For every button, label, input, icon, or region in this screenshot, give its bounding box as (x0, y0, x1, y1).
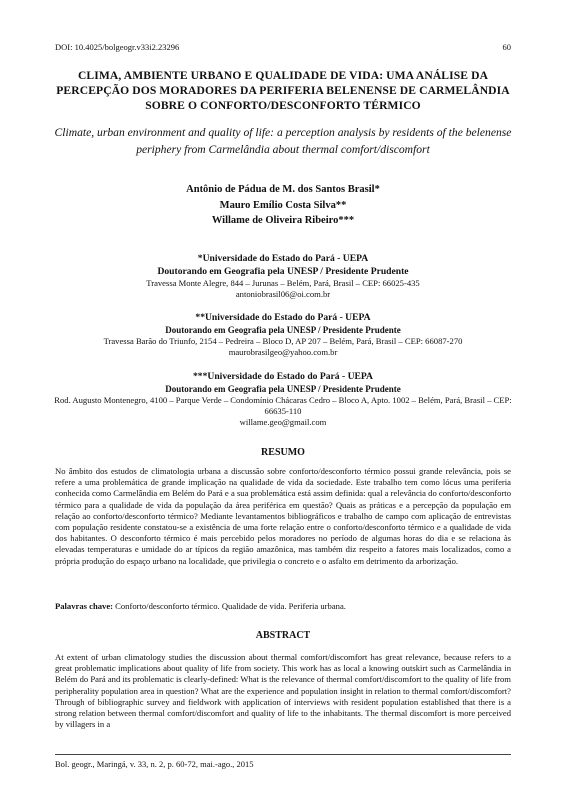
affiliation-address: Travessa Monte Alegre, 844 – Jurunas – Belém, Pará, Brasil – CEP: 66025-435 (146, 278, 420, 288)
affiliation-program: Doutorando em Geografia pela UNESP / Presidente Prudente (157, 266, 409, 277)
affiliation-address: Rod. Augusto Montenegro, 4100 – Parque Verde – Condomínio Chácaras Cedro – Bloco A, Apto. 1002 – Belém, Pará, Brasil – CEP: 66635-110 (54, 395, 512, 416)
page-number: 60 (502, 42, 511, 52)
affiliation-institution: **Universidade do Estado do Pará - UEPA (195, 312, 371, 323)
footer-citation: Bol. geogr., Maringá, v. 33, n. 2, p. 60-72, mai.-ago., 2015 (55, 759, 254, 769)
resumo-heading: RESUMO (261, 447, 305, 458)
affiliation-1 (52, 252, 514, 300)
affiliation-institution: *Universidade do Estado do Pará - UEPA (197, 253, 369, 264)
affiliation-email: willame.geo@gmail.com (239, 417, 327, 427)
author-3: Willame de Oliveira Ribeiro*** (211, 215, 355, 226)
affiliation-address: Travessa Barão do Triunfo, 2154 – Pedreira – Bloco D, AP 207 – Belém, Pará, Brasil – CEP: 66087-270 (103, 336, 463, 346)
keywords (55, 601, 511, 611)
affiliation-program: Doutorando em Geografia pela UNESP / Presidente Prudente (165, 325, 401, 335)
abstract-heading: ABSTRACT (255, 630, 311, 641)
paper-subtitle: Climate, urban environment and quality of life: a perception analysis by residents of the belenense periphery from Carmelândia about thermal comfort/discomfort (54, 126, 512, 156)
keywords-label: Palavras chave: (55, 601, 113, 611)
author-list (45, 182, 521, 229)
affiliation-email: maurobrasilgeo@yahoo.com.br (228, 347, 338, 357)
doi: DOI: 10.4025/bolgeogr.v33i2.23296 (55, 42, 180, 52)
affiliation-email: antoniobrasil06@oi.com.br (235, 289, 331, 299)
keywords-list: Conforto/desconforto térmico. Qualidade de vida. Periferia urbana. (115, 601, 346, 611)
resumo-text: No âmbito dos estudos de climatologia urbana a discussão sobre conforto/desconforto térmico possui grande relevância, pois se refere a uma problemática de grande implicação na qualidade de vida da sociedade. Este trabalho tem como lócus uma periferia conhecida como Carmelândia em Belém do Pará e a sua problemática está assim definida: qual a relevância do conforto/desconforto térmico para a qualidade de vida da população da área periférica em questão? Quais as práticas e a percepção da população em relação ao conforto/desconforto térmico? Mediante levantamentos bibliográficos e trabalho de campo com aplicação de entrevistas com população residente constatou-se a existência de uma forte relação entre o conforto/desconforto térmico e a qualidade de vida dos habitantes. O desconforto térmico é mais percebido pelos moradores no período de algumas horas do dia e se relaciona às elevadas temperaturas e umidade do ar típicos da região amazônica, mas também diz respeito a fatores mais localizados, como a própria produção do espaço urbano na localidade, que privilegia o concreto e o asfalto em detrimento da arborização. (55, 466, 511, 566)
footer-divider (55, 754, 511, 755)
author-2: Mauro Emílio Costa Silva** (219, 199, 347, 211)
affiliation-3 (52, 370, 514, 428)
affiliation-program: Doutorando em Geografia pela UNESP / Presidente Prudente (165, 384, 401, 394)
author-1: Antônio de Pádua de M. dos Santos Brasil* (186, 184, 380, 195)
abstract-text: At extent of urban climatology studies the discussion about thermal comfort/discomfort has great relevance, because refers to a great problematic implications about quality of life from society. This work has as local a knowing outskirt such as Carmelândia in Belém do Pará and its problematic is clearly-defined: What is the relevance of thermal comfort/discomfort to the quality of life from peripherality population area in question? What are the experience and population insight in relation to thermal comfort/discomfort? Through of bibliographic survey and fieldwork with application of interviews with resident population established that there is a strong relation between thermal comfort/discomfort and quality of life to the inhabitants. The thermal discomfort is more perceived by villagers in a (55, 652, 511, 730)
running-header (55, 42, 511, 52)
affiliation-institution: ***Universidade do Estado do Pará - UEPA (193, 371, 373, 382)
paper-title: CLIMA, AMBIENTE URBANO E QUALIDADE DE VIDA: UMA ANÁLISE DA PERCEPÇÃO DOS MORADORES DA PERIFERIA BELENENSE DE CARMELÂNDIA SOBRE O CONFORTO/DESCONFORTO TÉRMICO (56, 69, 510, 112)
affiliation-2 (52, 311, 514, 358)
